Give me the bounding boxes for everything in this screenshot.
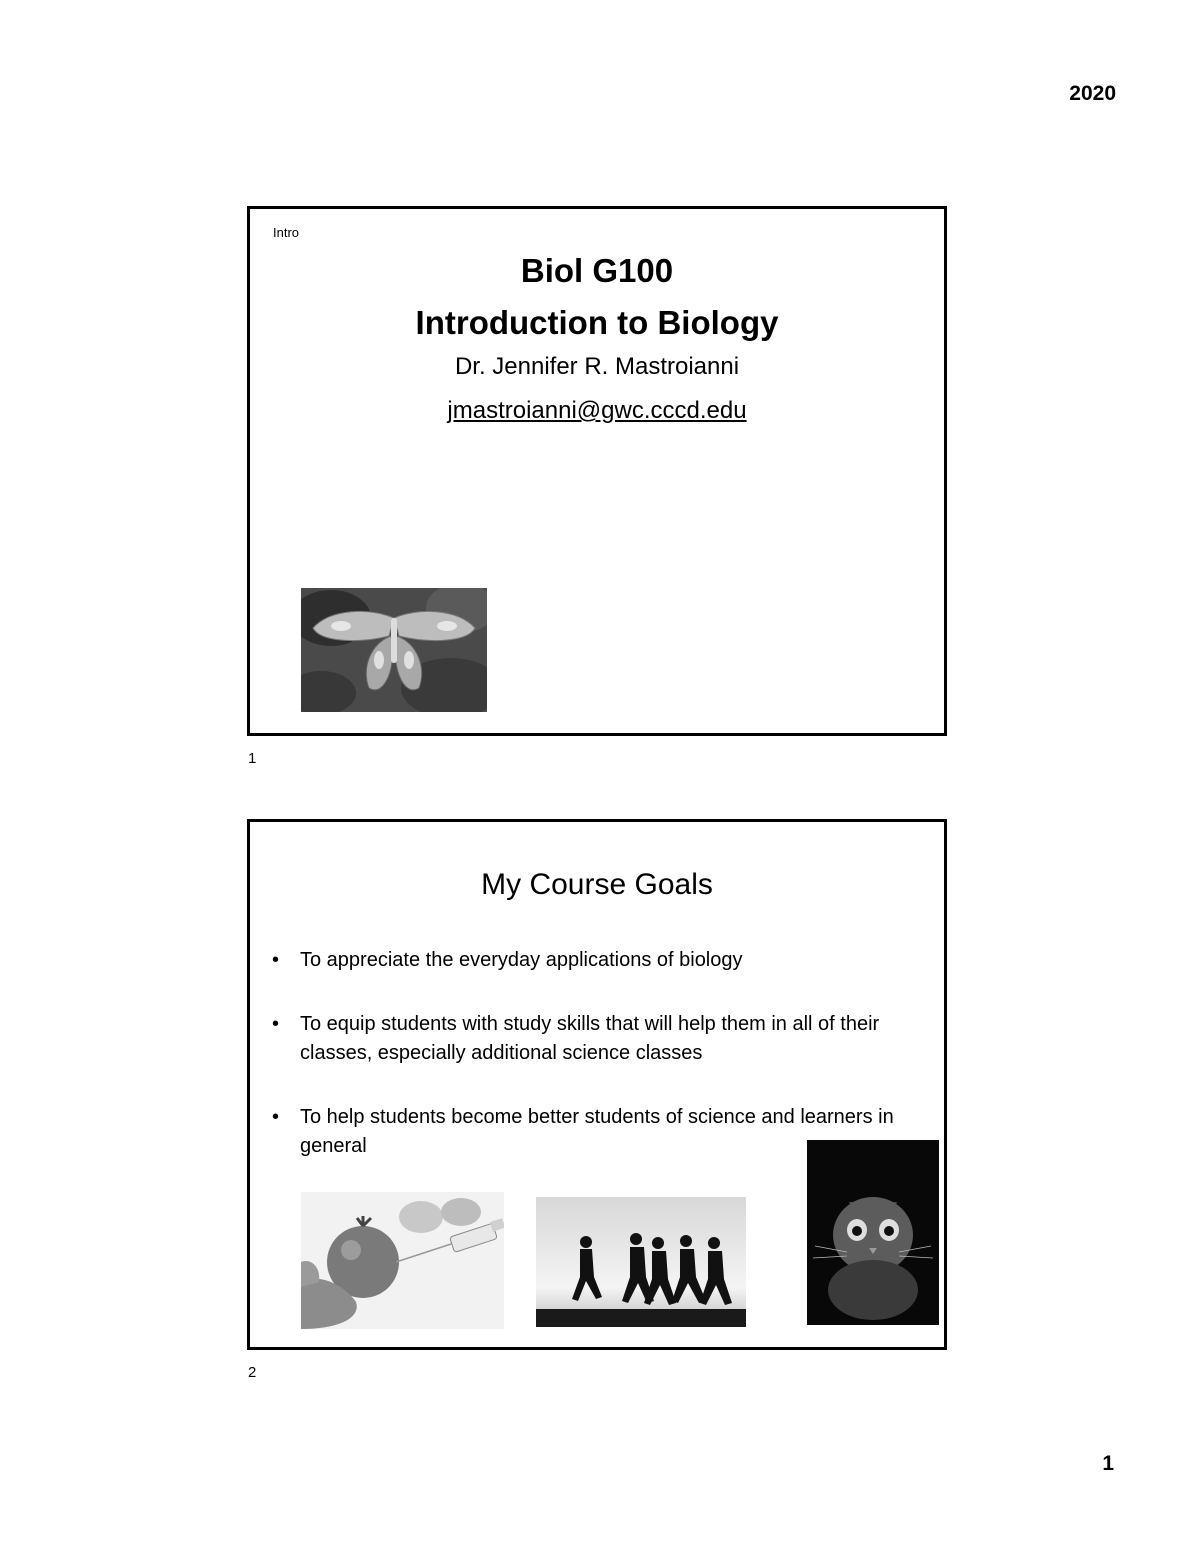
page-number: 1	[1102, 1452, 1114, 1475]
cat-photo	[807, 1140, 939, 1325]
tomato-syringe-photo	[301, 1192, 504, 1329]
goal-text: To appreciate the everyday applications of biology	[300, 949, 743, 971]
header-year: 2020	[1069, 82, 1116, 105]
instructor-email-link[interactable]: jmastroianni@gwc.cccd.edu	[447, 397, 747, 424]
list-item	[272, 1010, 922, 1068]
slide-section-tag: Intro	[273, 225, 300, 240]
instructor-email-container	[250, 397, 944, 425]
course-name: Introduction to Biology	[415, 304, 779, 341]
slide-1-title	[250, 245, 944, 349]
bullet-icon: •	[272, 949, 280, 971]
slide-1-number: 1	[248, 750, 257, 767]
slide-2-number: 2	[248, 1364, 257, 1381]
instructor-name: Dr. Jennifer R. Mastroianni	[454, 353, 740, 380]
goal-text: To equip students with study skills that will help them in all of their classes, especially additional science classes	[300, 1013, 880, 1064]
bullet-icon: •	[272, 1106, 280, 1128]
goal-text: To help students become better students of science and learners in general	[300, 1106, 894, 1157]
list-item	[272, 946, 922, 975]
runners-silhouette-photo	[536, 1197, 746, 1327]
slide-1	[247, 206, 947, 736]
slide-2-title: My Course Goals	[481, 868, 713, 901]
moth-photo	[301, 588, 487, 712]
course-code: Biol G100	[520, 252, 674, 289]
slide-2	[247, 819, 947, 1350]
bullet-icon: •	[272, 1013, 280, 1035]
